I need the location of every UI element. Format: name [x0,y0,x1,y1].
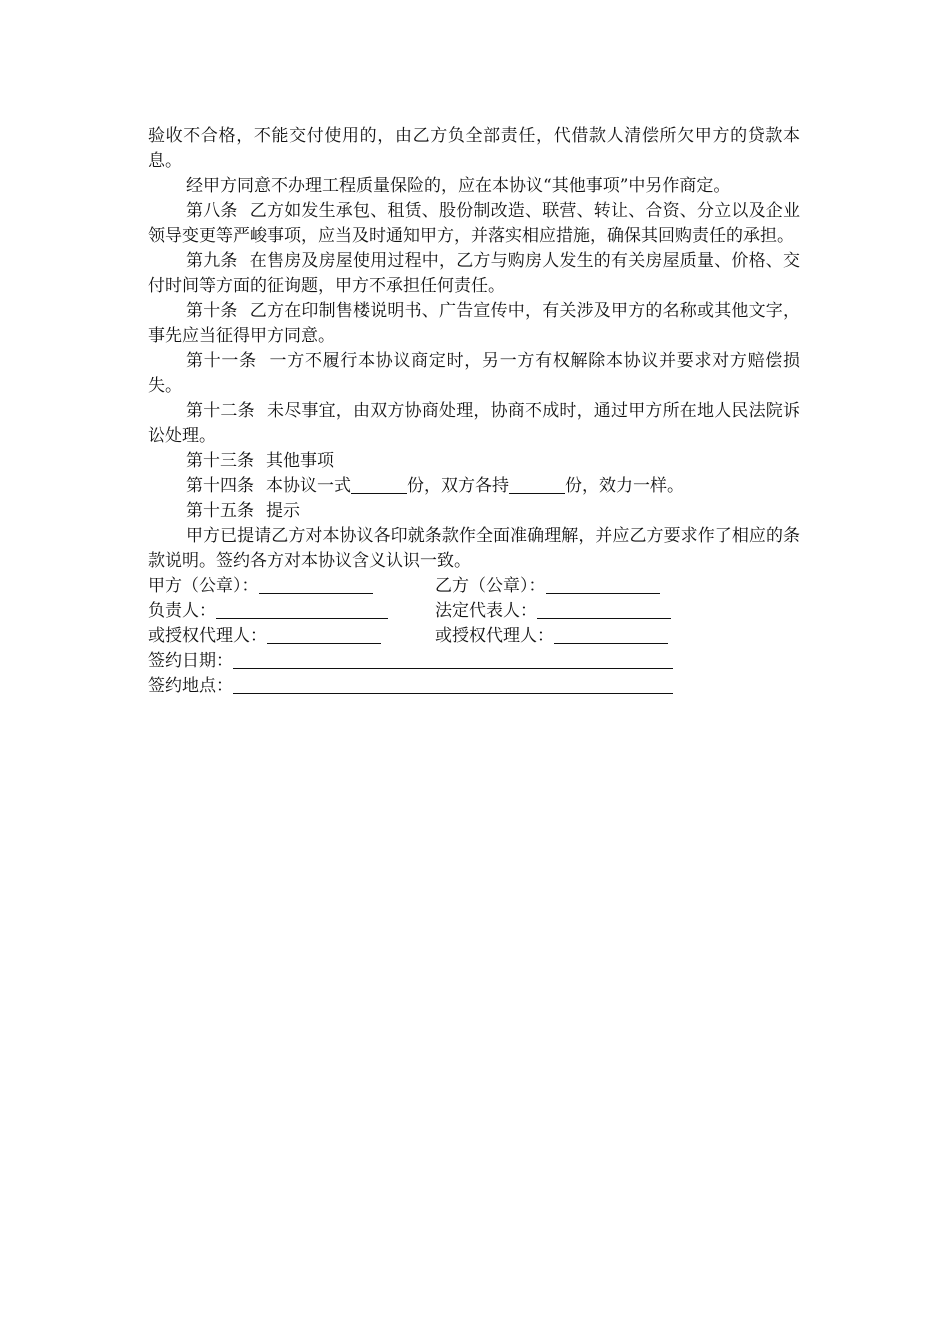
article-text: 乙方如发生承包、租赁、股份制改造、联营、转让、合资、分立以及企业领导变更等严峻事项，应当及时通知甲方，并落实相应措施，确保其回购责任的承担。 [148,201,801,246]
sign-place-label: 签约地点： [148,676,233,696]
insurance-note: 经甲方同意不办理工程质量保险的，应在本协议“其他事项”中另作商定。 [186,176,731,196]
article-number: 第十四条 [186,476,254,496]
party-b-seal-label: 乙方（公章）： [435,576,546,596]
continued-paragraph: 验收不合格，不能交付使用的，由乙方负全部责任，代借款人清偿所欠甲方的贷款本息。 [148,126,800,171]
article-number: 第十一条 [186,351,257,371]
article-11 [148,349,800,399]
article-number: 第十二条 [186,401,255,421]
sign-date-label: 签约日期： [148,651,233,671]
article-text: 在售房及房屋使用过程中，乙方与购房人发生的有关房屋质量、价格、交付时间等方面的征询题，甲方不承担任何责任。 [148,251,801,296]
article-8 [148,199,800,249]
article-text: 未尽事宜，由双方协商处理，协商不成时，通过甲方所在地人民法院诉讼处理。 [148,401,801,446]
article-9 [148,249,800,299]
article-14 [148,474,800,499]
document-page [148,124,800,699]
article-text-part: 本协议一式 [266,476,351,496]
article-text: 提示 [266,501,300,521]
article-number: 第八条 [186,201,238,221]
agent-b-blank[interactable] [554,625,668,644]
signature-row-place [148,674,800,699]
article-number: 第九条 [186,251,238,271]
party-a-seal-blank[interactable] [259,575,373,594]
article-number: 第十三条 [186,451,254,471]
agent-a-blank[interactable] [267,625,381,644]
article-text: 一方不履行本协议商定时，另一方有权解除本协议并要求对方赔偿损失。 [148,351,801,396]
agent-b-label: 或授权代理人： [435,626,554,646]
notice-paragraph: 甲方已提请乙方对本协议各印就条款作全面准确理解，并应乙方要求作了相应的条款说明。签约各方对本协议含义认识一致。 [148,526,800,571]
party-b-seal-blank[interactable] [546,575,660,594]
signature-row-date [148,649,800,674]
article-12 [148,399,800,449]
responsible-label: 负责人： [148,601,216,621]
legal-rep-label: 法定代表人： [435,601,537,621]
article-13 [148,449,800,474]
article-text-part: 份，双方各持 [407,476,509,496]
article-text: 其他事项 [266,451,334,471]
copies-each-blank[interactable] [509,475,565,494]
sign-place-blank[interactable] [233,675,673,694]
sign-date-blank[interactable] [233,650,673,669]
signature-row-representative [148,599,800,624]
signature-row-agent [148,624,800,649]
copies-blank[interactable] [351,475,407,494]
party-a-seal-label: 甲方（公章）： [148,576,259,596]
article-text-part: 份，效力一样。 [565,476,684,496]
responsible-blank[interactable] [216,600,388,619]
legal-rep-blank[interactable] [537,600,671,619]
article-15 [148,499,800,524]
article-text: 乙方在印制售楼说明书、广告宣传中，有关涉及甲方的名称或其他文字，事先应当征得甲方同意。 [148,301,801,346]
signature-row-seal [148,574,800,599]
article-number: 第十五条 [186,501,254,521]
article-10 [148,299,800,349]
article-number: 第十条 [186,301,238,321]
agent-a-label: 或授权代理人： [148,626,267,646]
